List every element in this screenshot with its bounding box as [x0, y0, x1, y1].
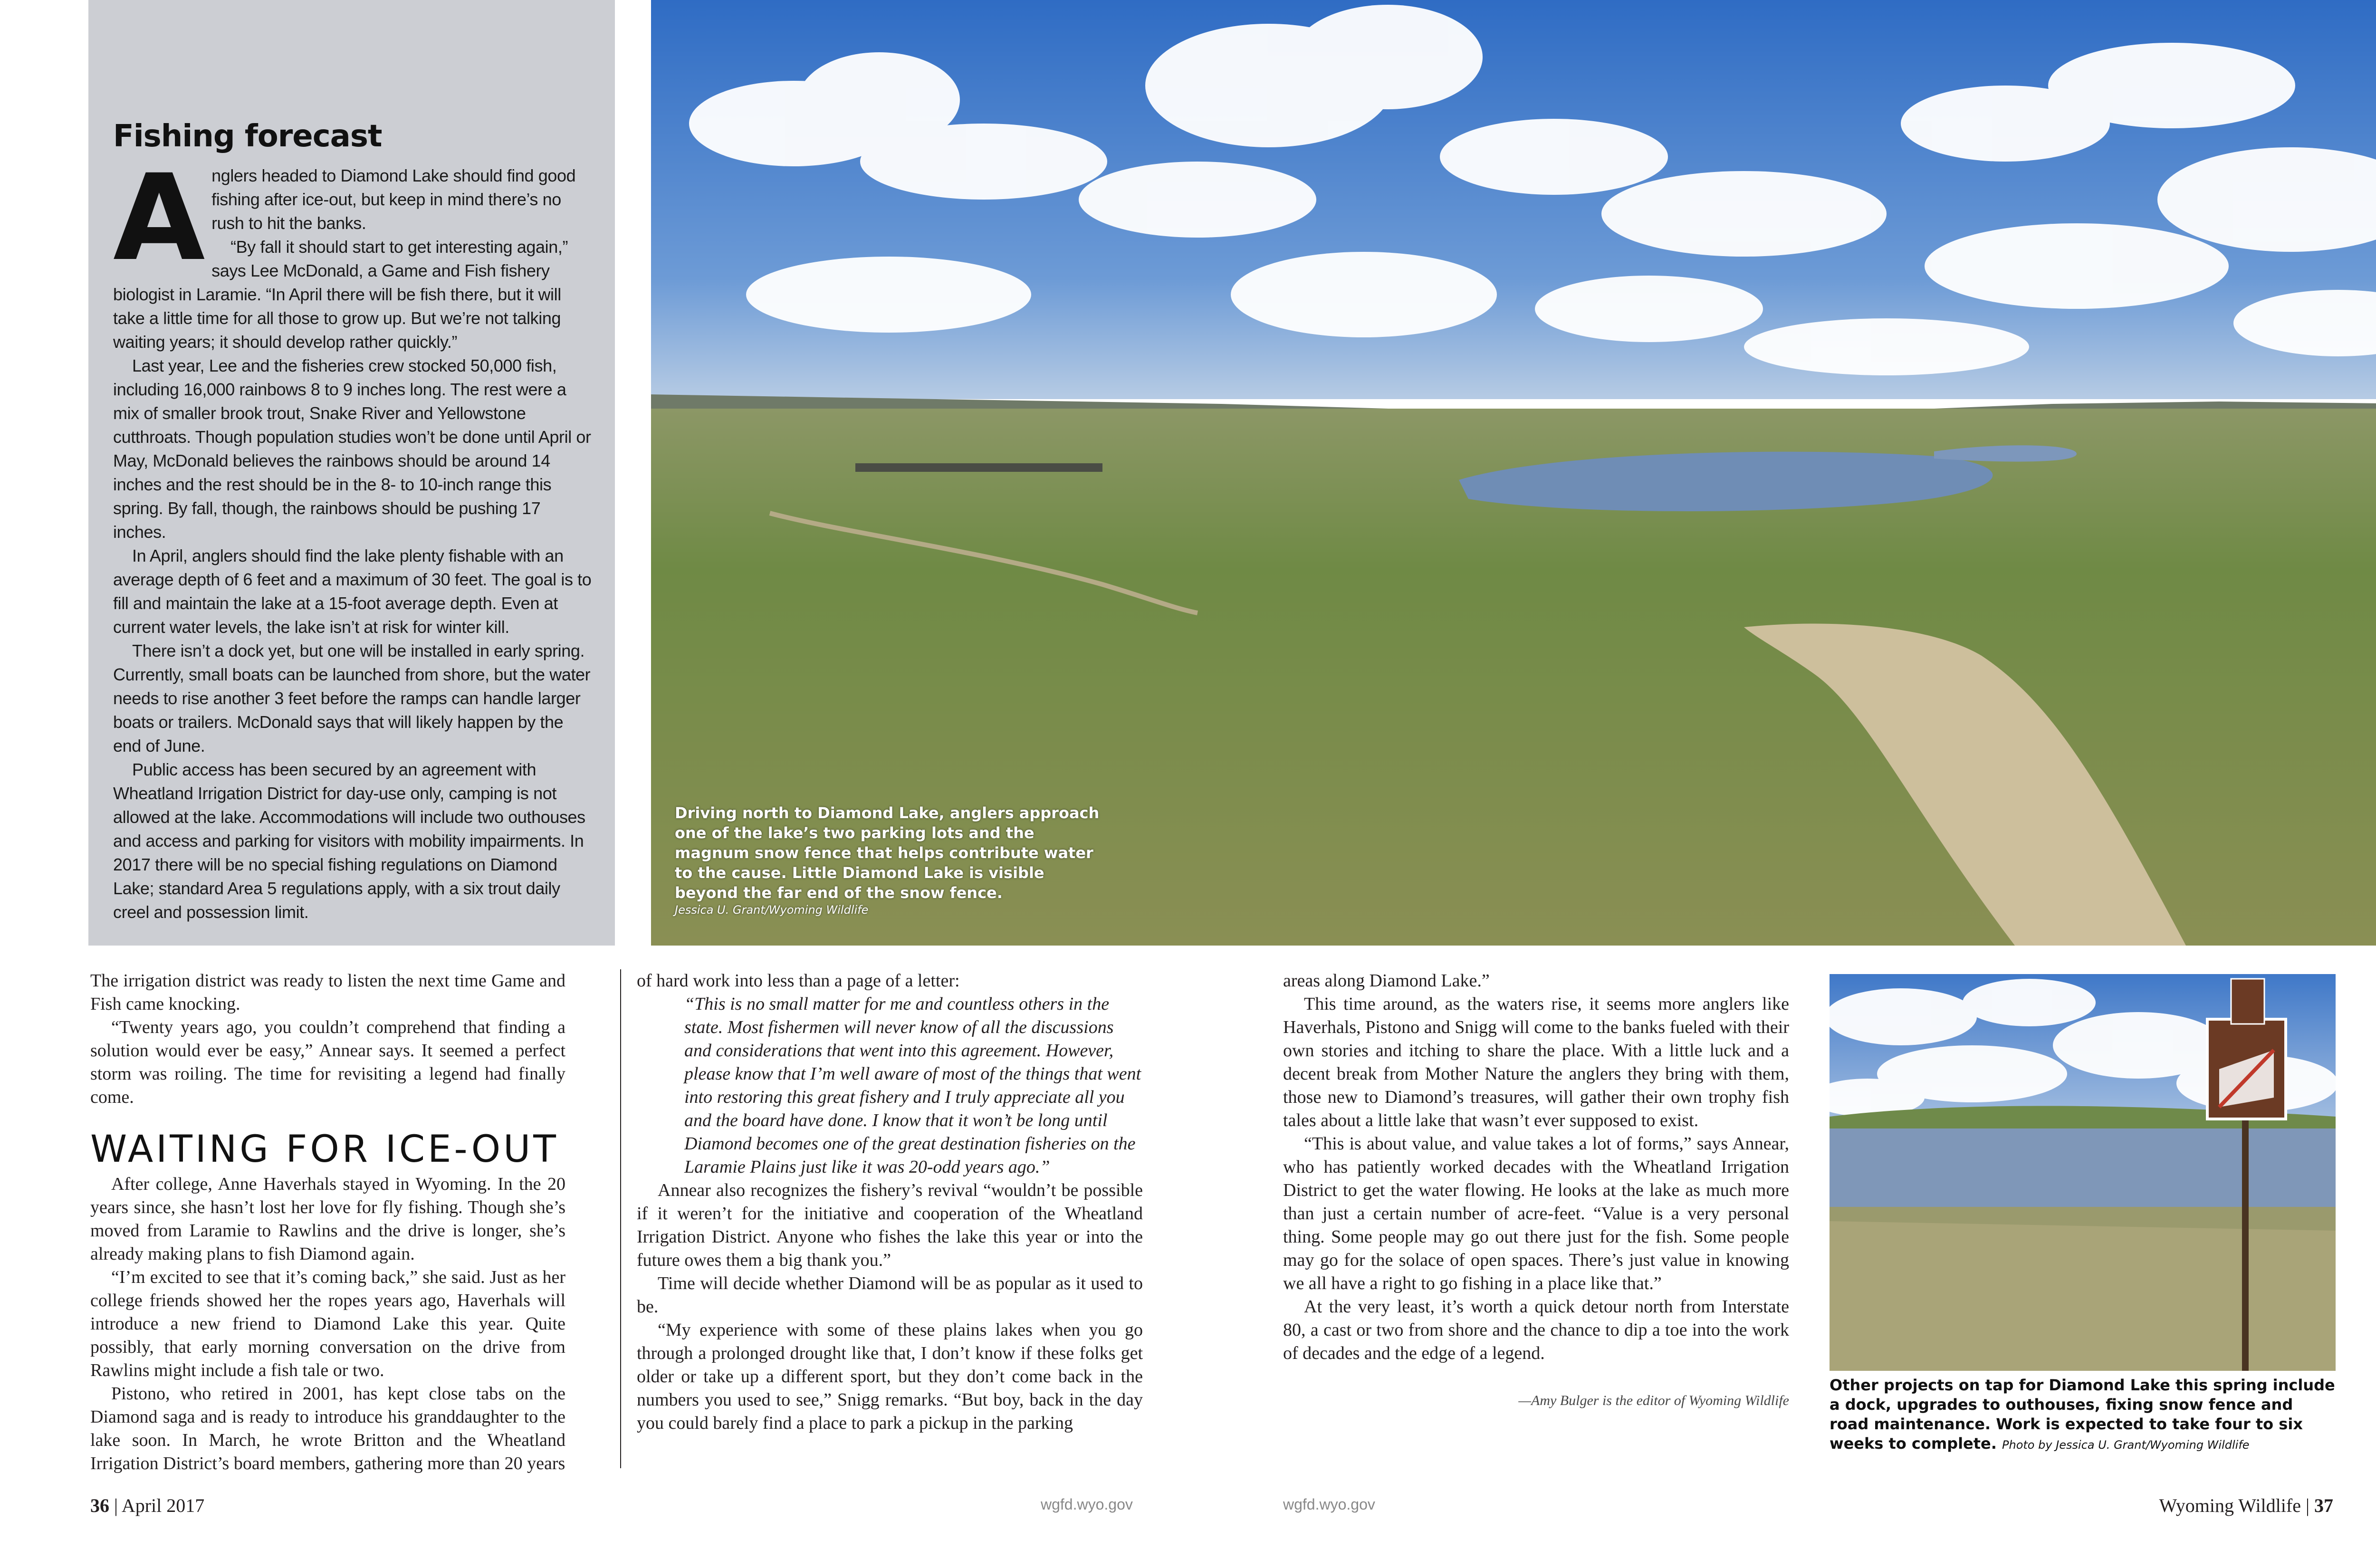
- right-website: wgfd.wyo.gov: [1283, 1496, 1375, 1513]
- body-paragraph: At the very least, it’s worth a quick detour north from Interstate 80, a cast or two from shore and the chance to dip a toe into the work of decades and the edge of a legend.: [1283, 1297, 1789, 1363]
- sidebar-paragraph: Public access has been secured by an agreement with Wheatland Irrigation District for day-use only, camping is not allowed at the lake. Accommodations will include two outhouses and access and parking for visitors with mobility impairments. In 2017 there will be no special fishing regulations on Diamond Lake; standard Area 5 regulations apply, with a six trout daily creel and possession limit.: [113, 760, 585, 922]
- diamond-lake-landscape-photo: [651, 0, 2376, 946]
- section-heading: WAITING FOR ICE-OUT: [90, 1128, 559, 1171]
- body-paragraph: “Twenty years ago, you couldn’t comprehend that finding a solution would ever be easy,” Annear says. It seemed a perfect storm was roiling. The time for revisiting a legend had finally come.: [90, 1017, 565, 1107]
- boat-ramp-sign-photo: [1830, 974, 2336, 1371]
- body-paragraph: “This is about value, and value takes a lot of forms,” says Annear, who has patiently worked decades with the Wheatland Irrigation District to get the water flowing. He looks at the lake as much more than just a certain number of acre-feet. “Value is a very personal thing. Some people may go out there just for the fish. Some people may go for the solace of open spaces. There’s just value in knowing we all have a right to go fishing in a place like that.”: [1283, 1134, 1789, 1293]
- issue-date: April 2017: [121, 1495, 205, 1516]
- main-photo-credit: Jessica U. Grant/Wyoming Wildlife: [675, 903, 869, 917]
- main-photo-caption: [675, 803, 1112, 917]
- side-photo-credit: Photo by Jessica U. Grant/Wyoming Wildlife: [2002, 1438, 2250, 1452]
- author-signoff: —Amy Bulger is the editor of Wyoming Wildlife: [1518, 1393, 1789, 1408]
- fishing-forecast-sidebar: [88, 0, 615, 946]
- sidebar-paragraph: nglers headed to Diamond Lake should find good fishing after ice-out, but keep in mind there’s no rush to hit the banks.: [211, 166, 576, 233]
- left-folio: [90, 1494, 204, 1517]
- side-caption-text: Other projects on tap for Diamond Lake this spring include a dock, upgrades to outhouses, fixing snow fence and road maintenance. Work is expected to take four to six weeks to complete.: [1830, 1376, 2335, 1453]
- column-divider: [620, 969, 621, 1468]
- sidebar-paragraph: “By fall it should start to get interesting again,” says Lee McDonald, a Game and Fish fishery biologist in Laramie. “In April there will be fish there, but it will take a little time for all those to grow up. But we’re not talking waiting years; it should develop rather quickly.”: [113, 237, 568, 352]
- article-column-1: [90, 969, 565, 1475]
- body-paragraph: “I’m excited to see that it’s coming back,” she said. Just as her college friends showed her the ropes years ago, Haverhals will introduce a new friend to Diamond Lake this year. Quite possibly, that early morning conversation on the drive from Rawlins might include a fish tale or two.: [90, 1267, 565, 1380]
- body-paragraph: Pistono, who retired in 2001, has kept close tabs on the Diamond saga and is ready to introduce his granddaughter to the lake soon. In March, he wrote Britton and the Wheatland Irrigation District’s board members, gathering more than 20 years: [90, 1384, 565, 1473]
- article-column-2: [637, 969, 1143, 1435]
- sidebar-title: Fishing forecast: [113, 119, 382, 154]
- magazine-title: Wyoming Wildlife: [2159, 1495, 2301, 1516]
- body-paragraph: Annear also recognizes the fishery’s revival “wouldn’t be possible if it weren’t for the initiative and cooperation of the Wheatland Irrigation District. Anyone who fishes the lake this year or into the future owes them a big thank you.”: [637, 1180, 1143, 1270]
- right-page-number: 37: [2314, 1495, 2333, 1516]
- main-caption-text: Driving north to Diamond Lake, anglers approach one of the lake’s two parking lots and the magnum snow fence that helps contribute water to the cause. Little Diamond Lake is visible beyond the far end of the snow fence.: [675, 804, 1100, 902]
- sidebar-body: [113, 149, 593, 924]
- body-paragraph: This time around, as the waters rise, it seems more anglers like Haverhals, Pistono and Snigg will come to the banks fueled with their own stories and itching to share the place. With a little luck and a decent break from Mother Nature the anglers they bring with them, those new to Diamond’s treasures, will gather their own trophy fish tales about a little lake that wasn’t ever supposed to exist.: [1283, 994, 1789, 1130]
- right-folio-separator: |: [2305, 1495, 2309, 1516]
- body-paragraph: areas along Diamond Lake.”: [1283, 971, 1490, 991]
- drop-cap: A: [113, 149, 205, 287]
- letter-quote: “This is no small matter for me and countless others in the state. Most fishermen will never know of all the discussions and considerations that went into this agreement. However, please know that I’m well aware of most of the things that went into restoring this great fishery and I truly appreciate all you and the board have done. I know that it won’t be long until Diamond becomes one of the great destination fisheries on the Laramie Plains just like it was 20-odd years ago.”: [684, 994, 1141, 1177]
- right-folio: [2159, 1494, 2333, 1517]
- body-paragraph: After college, Anne Haverhals stayed in Wyoming. In the 20 years since, she hasn’t lost her love for fly fishing. Though she’s moved from Laramie to Rawlins and the drive is longer, she’s already making plans to fish Diamond again.: [90, 1174, 565, 1264]
- left-folio-separator: |: [114, 1495, 118, 1516]
- left-page-number: 36: [90, 1495, 109, 1516]
- body-paragraph: of hard work into less than a page of a letter:: [637, 971, 960, 991]
- sidebar-paragraph: There isn’t a dock yet, but one will be installed in early spring. Currently, small boats can be launched from shore, but the water needs to rise another 3 feet before the ramps can handle larger boats or trailers. McDonald says that will likely happen by the end of June.: [113, 641, 591, 755]
- body-paragraph: “My experience with some of these plains lakes when you go through a prolonged drought like that, I don’t know if these folks get older or take up a different sport, but they don’t come back in the numbers you used to see,” Snigg remarks. “But boy, back in the day you could barely find a place to park a pickup in the parking: [637, 1320, 1143, 1433]
- body-paragraph: Time will decide whether Diamond will be as popular as it used to be.: [637, 1273, 1143, 1317]
- article-column-3: [1283, 969, 1789, 1412]
- sidebar-paragraph: Last year, Lee and the fisheries crew stocked 50,000 fish, including 16,000 rainbows 8 to 9 inches long. The rest were a mix of smaller brook trout, Snake River and Yellowstone cutthroats. Though population studies won’t be done until April or May, McDonald believes the rainbows should be around 14 inches and the rest should be in the 8- to 10-inch range this spring. By fall, though, the rainbows should be pushing 17 inches.: [113, 356, 591, 542]
- body-paragraph: The irrigation district was ready to listen the next time Game and Fish came knocking.: [90, 971, 565, 1014]
- boat-ramp-illustration: [1830, 974, 2336, 1371]
- sidebar-paragraph: In April, anglers should find the lake plenty fishable with an average depth of 6 feet and a maximum of 30 feet. The goal is to fill and maintain the lake at a 15-foot average depth. Even at current water levels, the lake isn’t at risk for winter kill.: [113, 546, 592, 637]
- left-website: wgfd.wyo.gov: [1041, 1496, 1133, 1513]
- side-photo-caption: [1830, 1376, 2336, 1455]
